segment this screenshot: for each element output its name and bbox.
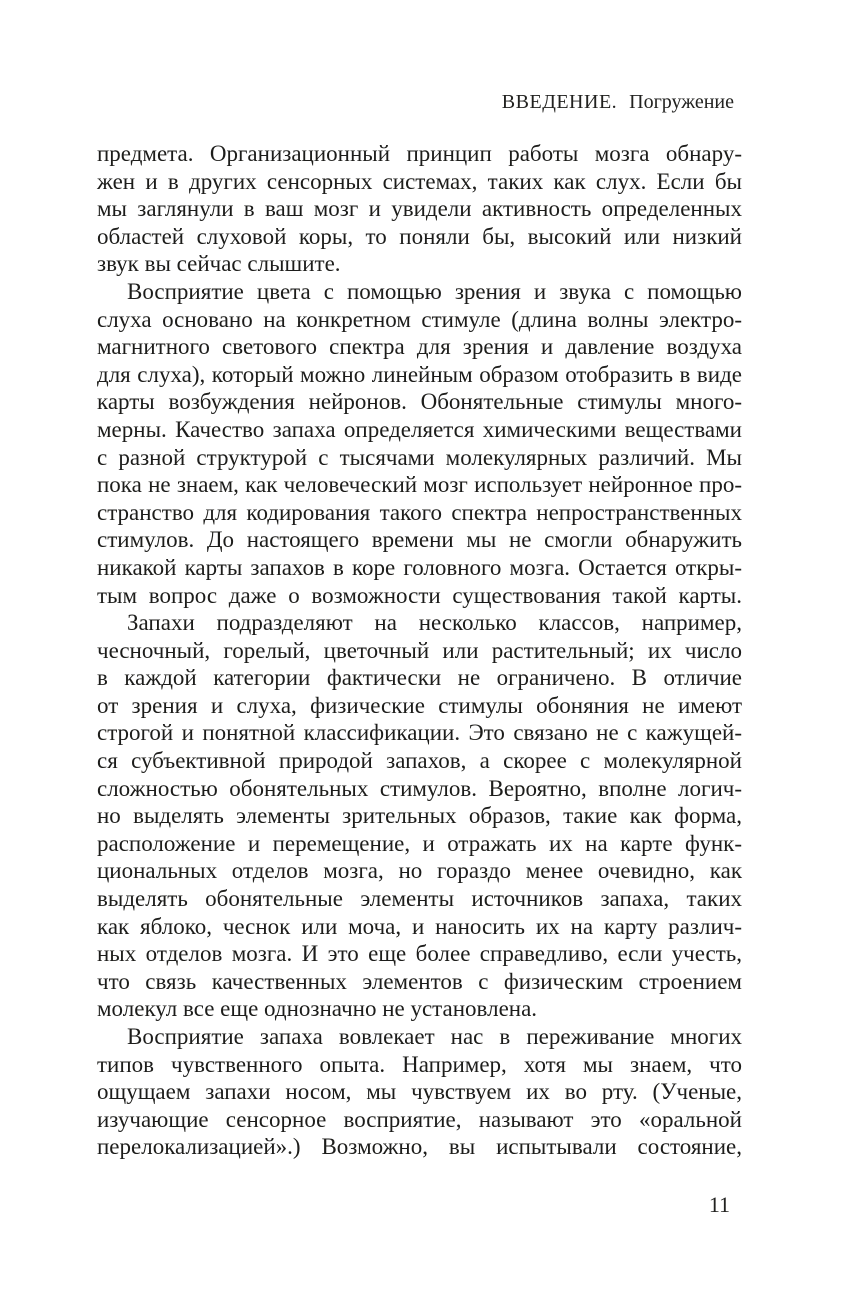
page-number: 11 bbox=[708, 1192, 730, 1217]
text-line: изучающие сенсорное восприятие, называют это «оральной bbox=[97, 1106, 742, 1132]
text-line: предмета. Организационный принцип работы мозга обнару- bbox=[97, 141, 742, 166]
text-line: никакой карты запахов в коре головного мозга. Остается откры- bbox=[97, 554, 742, 580]
text-line: Восприятие цвета с помощью зрения и звука с помощью bbox=[127, 278, 742, 304]
text-line: циональных отделов мозга, но гораздо менее очевидно, как bbox=[97, 858, 742, 884]
text-line: типов чувственного опыта. Например, хотя мы знаем, что bbox=[97, 1051, 742, 1077]
text-line: что связь качественных элементов с физическим строением bbox=[97, 968, 742, 994]
text-line: слуха основано на конкретном стимуле (длина волны электро- bbox=[97, 306, 742, 332]
text-line: стимулов. До настоящего времени мы не смогли обнаружить bbox=[97, 527, 742, 553]
text-line: звук вы сейчас слышите. bbox=[97, 251, 341, 277]
text-line: жен и в других сенсорных системах, таких как слух. Если бы bbox=[97, 168, 742, 194]
running-header bbox=[502, 91, 734, 113]
text-line: мерны. Качество запаха определяется химическими веществами bbox=[97, 416, 742, 442]
running-header-section: Погружение bbox=[629, 91, 734, 113]
body-text bbox=[97, 140, 742, 1161]
text-line: молекул все еще однозначно не установлена. bbox=[97, 996, 538, 1022]
text-line: областей слуховой коры, то поняли бы, высокий или низкий bbox=[97, 223, 742, 249]
text-line: мы заглянули в ваш мозг и увидели активность определенных bbox=[97, 196, 742, 222]
text-line: странство для кодирования такого спектра непространственных bbox=[97, 499, 742, 525]
text-line: выделять обонятельные элементы источников запаха, таких bbox=[97, 886, 742, 912]
text-line: сложностью обонятельных стимулов. Вероятно, вполне логич- bbox=[97, 775, 742, 801]
text-line: магнитного светового спектра для зрения и давление воздуха bbox=[97, 334, 742, 360]
text-line: перелокализацией».) Возможно, вы испытывали состояние, bbox=[97, 1134, 742, 1160]
text-line: строгой и понятной классификации. Это связано не с кажущей- bbox=[97, 720, 742, 746]
text-line: расположение и перемещение, и отражать их на карте функ- bbox=[97, 830, 742, 856]
text-line: ся субъективной природой запахов, а скорее с молекулярной bbox=[97, 748, 742, 774]
text-line: карты возбуждения нейронов. Обонятельные стимулы много- bbox=[97, 389, 742, 415]
text-line: Восприятие запаха вовлекает нас в переживание многих bbox=[127, 1024, 742, 1049]
text-line: Запахи подразделяют на несколько классов, например, bbox=[127, 610, 742, 636]
text-line: пока не знаем, как человеческий мозг использует нейронное про- bbox=[97, 472, 742, 498]
text-line: для слуха), который можно линейным образом отобразить в виде bbox=[97, 361, 742, 387]
text-line: от зрения и слуха, физические стимулы обоняния не имеют bbox=[97, 692, 742, 718]
text-line: ных отделов мозга. И это еще более справедливо, если учесть, bbox=[97, 941, 742, 967]
text-line: как яблоко, чеснок или моча, и наносить их на карту различ- bbox=[97, 913, 742, 939]
text-line: тым вопрос даже о возможности существования такой карты. bbox=[97, 582, 742, 608]
text-line: ощущаем запахи носом, мы чувствуем их во рту. (Ученые, bbox=[97, 1079, 742, 1105]
text-line: в каждой категории фактически не ограничено. В отличие bbox=[97, 665, 742, 691]
text-line: чесночный, горелый, цветочный или растительный; их число bbox=[97, 637, 742, 663]
running-header-chapter: ВВЕДЕНИЕ. bbox=[501, 91, 618, 113]
text-line: но выделять элементы зрительных образов, такие как форма, bbox=[97, 803, 742, 829]
text-line: с разной структурой с тысячами молекулярных различий. Мы bbox=[97, 444, 742, 470]
